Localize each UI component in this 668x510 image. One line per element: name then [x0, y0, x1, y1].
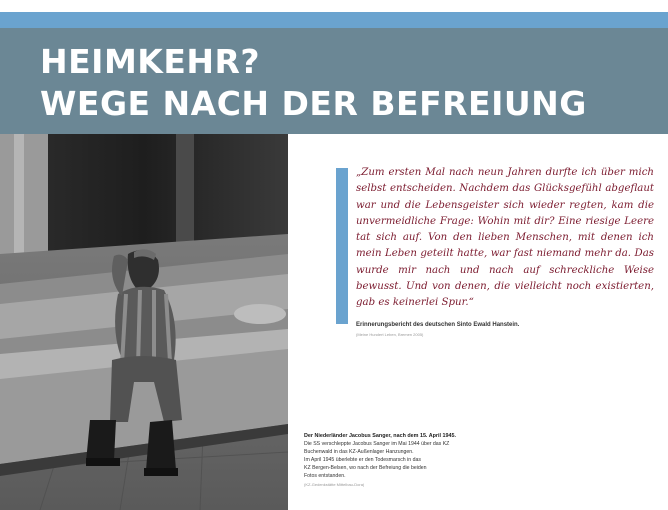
- quote-credit: (Meine Hundert Leben, Bremen 2005): [356, 332, 424, 337]
- caption-line: Im April 1945 überlebte er den Todesmarsch in das: [304, 457, 421, 463]
- caption-line: Buchenwald in das KZ-Außenlager Hanzungen.: [304, 449, 414, 455]
- survivor-quote: „Zum ersten Mal nach neun Jahren durfte ich über mich selbst entscheiden. Nachdem das Glücksgefühl abgeflaut war und die Lebensgeister sich wieder regten, kam die unvermeidliche Frage: Wohin mit dir? Eine riesige Leere tat sich auf. Von den lieben Menschen, mit denen ich mein Leben geteilt hatte, war fast niemand mehr da. Das wurde mir nach und nach auf schreckliche Weise bewusst. Und von denen, die vielleicht noch existierten, gab es keinerlei Spur.“: [356, 167, 654, 309]
- quote-accent-bar: [336, 168, 348, 324]
- page-title-line-1: HEIMKEHR?: [40, 42, 261, 81]
- top-margin: [0, 0, 668, 12]
- caption-title: Der Niederländer Jacobus Sanger, nach dem 15. April 1945.: [304, 433, 456, 439]
- caption-line: Fotos entstanden.: [304, 473, 346, 479]
- caption-credit: (KZ-Gedenkstätte Mittelbau-Dora): [304, 482, 365, 487]
- historical-photo: [0, 134, 288, 510]
- photo-caption: [304, 432, 484, 489]
- accent-stripe: [0, 12, 668, 28]
- caption-line: Die SS verschleppte Jacobus Sanger im Mai 1944 über das KZ: [304, 441, 450, 447]
- quote-source: Erinnerungsbericht des deutschen Sinto Ewald Hanstein.: [356, 322, 520, 328]
- caption-line: KZ Bergen-Belsen, wo nach der Befreiung die beiden: [304, 465, 427, 471]
- page-title-line-2: WEGE NACH DER BEFREIUNG: [40, 84, 587, 123]
